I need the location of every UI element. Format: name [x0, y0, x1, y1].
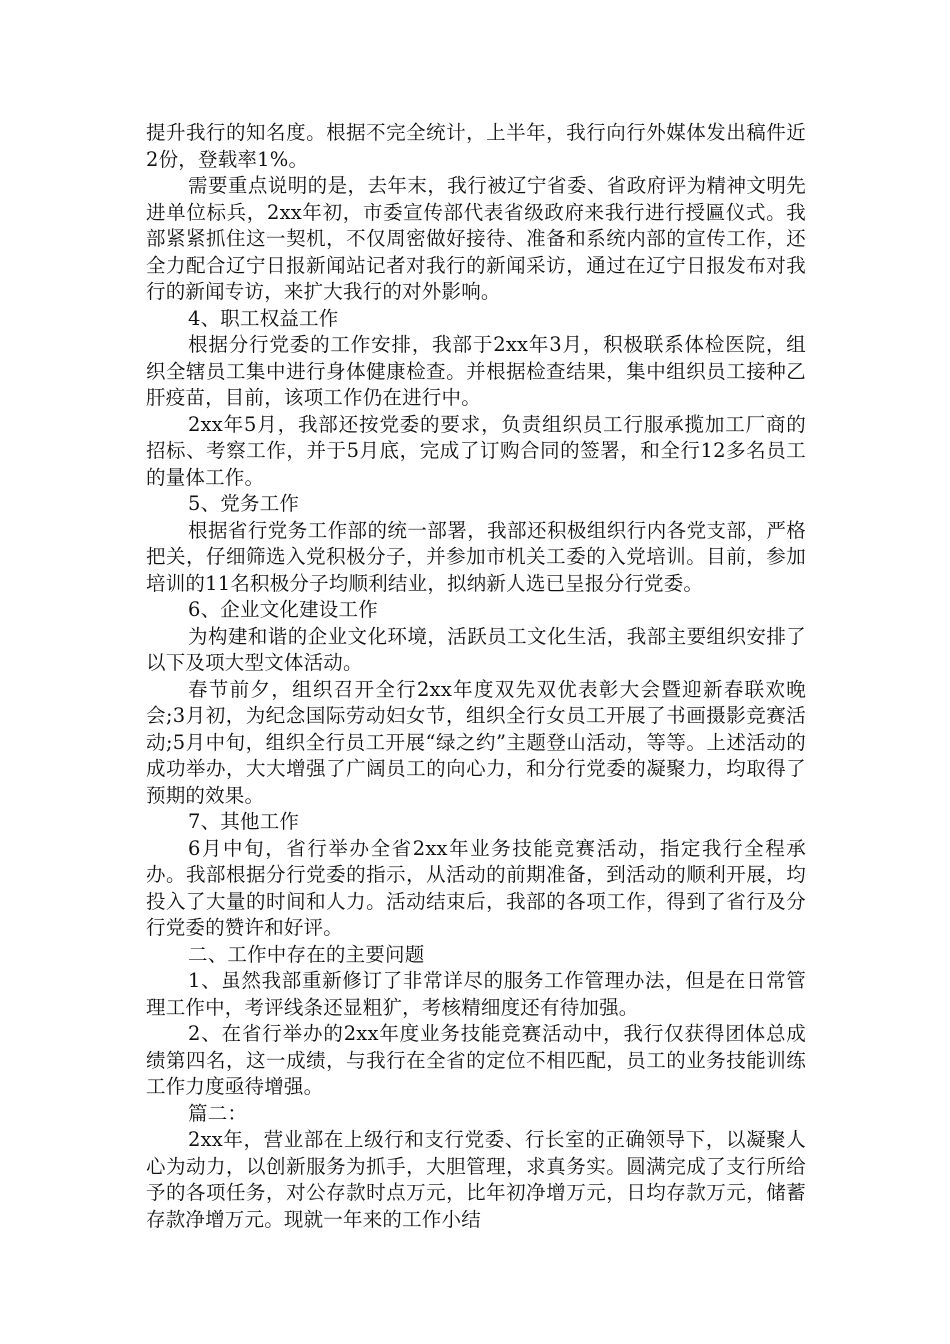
paragraph: 为构建和谐的企业文化环境，活跃员工文化生活，我部主要组织安排了以下及项大型文体活动。 — [146, 624, 806, 674]
section-heading: 4、职工权益工作 — [188, 306, 339, 330]
paragraph: 春节前夕，组织召开全行2xx年度双先双优表彰大会暨迎新春联欢晚会;3月初，为纪念国际劳动妇女节，组织全行女员工开展了书画摄影竞赛活动;5月中旬，组织全行员工开展“绿之约”主题登山活动，等等。上述活动的成功举办，大大增强了广阔员工的向心力，和分行党委的凝聚力，均取得了预期的效果。 — [146, 677, 806, 807]
section-heading: 二、工作中存在的主要问题 — [188, 942, 425, 966]
paragraph: 6月中旬，省行举办全省2xx年业务技能竞赛活动，指定我行全程承办。我部根据分行党委的指示，从活动的前期准备，到活动的顺利开展，均投入了大量的时间和人力。活动结束后，我部的各项工作，得到了省行及分行党委的赞许和好评。 — [146, 836, 806, 939]
paragraph: 2xx年5月，我部还按党委的要求，负责组织员工行服承揽加工厂商的招标、考察工作，并于5月底，完成了订购合同的签署，和全行12多名员工的量体工作。 — [146, 412, 806, 489]
document-body — [146, 120, 806, 1233]
section-heading: 7、其他工作 — [188, 810, 300, 833]
section-heading: 5、党务工作 — [188, 492, 300, 515]
paragraph: 2xx年，营业部在上级行和支行党委、行长室的正确领导下，以凝聚人心为动力，以创新服务为抓手，大胆管理，求真务实。圆满完成了支行所给予的各项任务，对公存款时点万元，比年初净增万元，日均存款万元，储蓄存款净增万元。现就一年来的工作小结 — [146, 1128, 806, 1231]
paragraph: 提升我行的知名度。根据不完全统计，上半年，我行向行外媒体发出稿件近2份，登载率1%。 — [146, 121, 806, 171]
paragraph: 根据省行党务工作部的统一部署，我部还积极组织行内各党支部，严格把关，仔细筛选入党积极分子，并参加市机关工委的入党培训。目前，参加培训的11名积极分子均顺利结业，拟纳新人选已呈报分行党委。 — [146, 518, 806, 595]
paragraph: 2、在省行举办的2xx年度业务技能竞赛活动中，我行仅获得团体总成绩第四名，这一成绩，与我行在全省的定位不相匹配，员工的业务技能训练工作力度亟待增强。 — [146, 1022, 806, 1098]
section-heading: 6、企业文化建设工作 — [188, 598, 378, 621]
paragraph: 1、虽然我部重新修订了非常详尽的服务工作管理办法，但是在日常管理工作中，考评线条还显粗犷，考核精细度还有待加强。 — [146, 969, 806, 1019]
paragraph: 需要重点说明的是，去年末，我行被辽宁省委、省政府评为精神文明先进单位标兵，2xx年初，市委宣传部代表省级政府来我行进行授匾仪式。我部紧紧抓住这一契机，不仅周密做好接待、准备和系统内部的宣传工作，还全力配合辽宁日报新闻站记者对我行的新闻采访，通过在辽宁日报发布对我行的新闻专访，来扩大我行的对外影响。 — [146, 174, 806, 303]
section-heading: 篇二： — [188, 1101, 248, 1125]
paragraph: 根据分行党委的工作安排，我部于2xx年3月，积极联系体检医院，组织全辖员工集中进行身体健康检查。并根据检查结果，集中组织员工接种乙肝疫苗，目前，该项工作仍在进行中。 — [146, 333, 806, 409]
